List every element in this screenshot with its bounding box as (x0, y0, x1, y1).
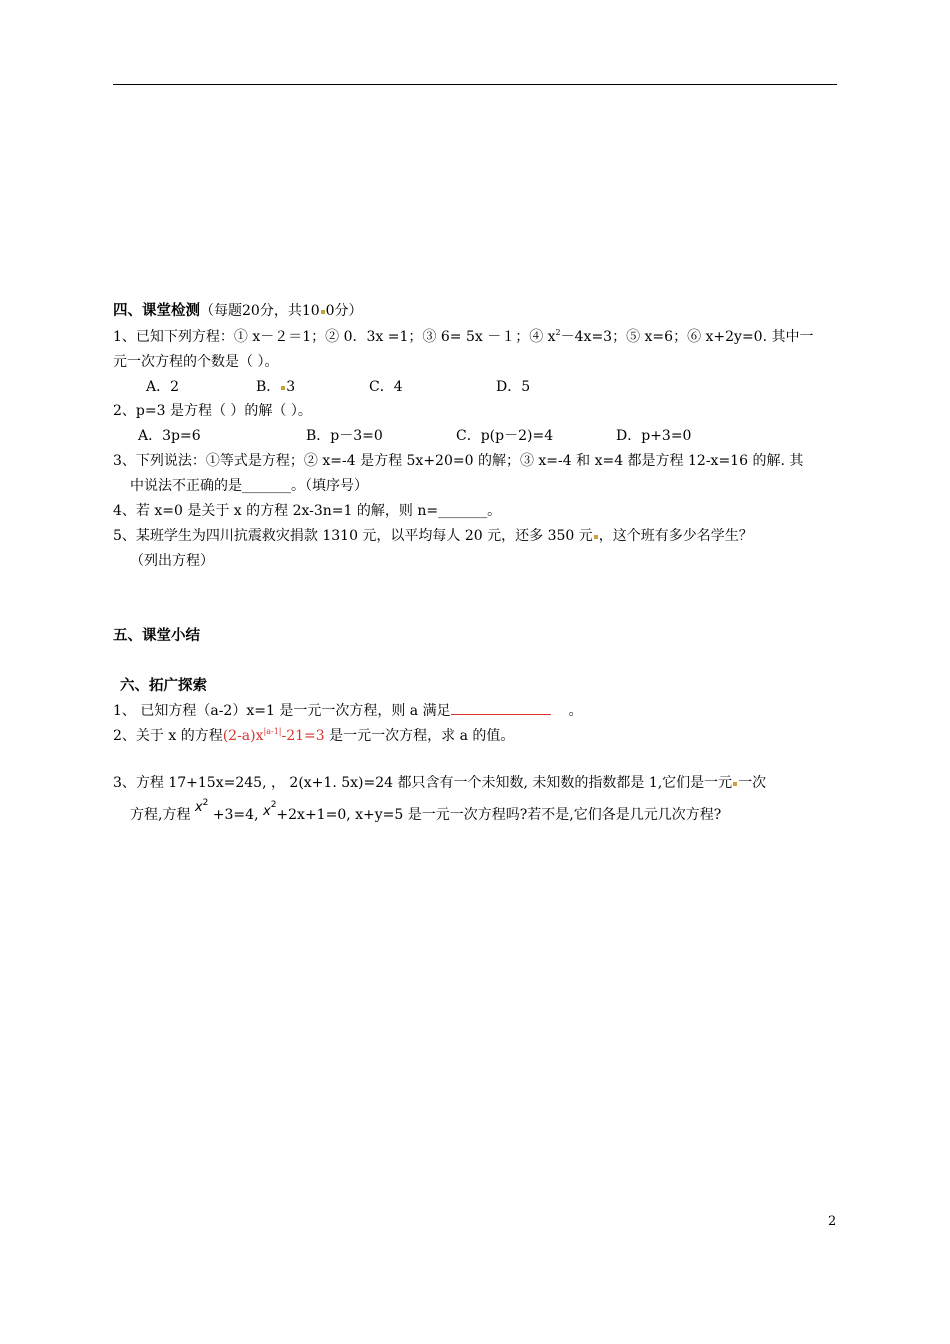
mark-dot (733, 782, 737, 786)
q6-3-text-b1: 方程,方程 (130, 807, 191, 823)
q4-1-option-d: D．5 (496, 379, 531, 395)
q6-2-red-x: x (255, 728, 264, 744)
mark-dot (321, 310, 325, 314)
q4-2-option-b: B．p－3=0 (306, 428, 383, 444)
q4-5-text-b: ，这个班有多少名学生？ (598, 528, 753, 544)
q4-5-text-a: 5、某班学生为四川抗震救灾捐款 1310 元，以平均每人 20 元，还多 350 元 (113, 528, 593, 544)
q4-4-text: 4、若 x=0 是关于 x 的方程 2x-3n=1 的解，则 n=_______。 (113, 503, 502, 519)
section4-title: 四、课堂检测 (113, 303, 200, 319)
q6-3-text-b3: +2x+1=0, x+y=5 是一元一次方程吗?若不是,它们各是几元几次方程? (276, 807, 722, 823)
mark-dot (281, 386, 285, 390)
q6-3-text-a: 3、方程 17+15x=245, ， 2(x+1. 5x)=24 都只含有一个未知数, 未知数的指数都是 1,它们是一元 (113, 775, 733, 791)
q6-2-red-rest: -21=3 (281, 728, 325, 744)
q4-1-text-b: －4x=3；⑤ x=6；⑥ x+2y=0. 其中一 (560, 329, 814, 345)
q6-3-text-b2: +3=4, (208, 807, 259, 823)
q6-3-line1 (113, 773, 766, 793)
q6-1-answer-blank[interactable] (451, 714, 551, 715)
q4-1-line1 (113, 327, 814, 347)
q6-1-text-a: 1、 已知方程（a-2）x=1 是一元一次方程，则 a 满足 (113, 703, 451, 719)
page-number: 2 (828, 1214, 837, 1229)
q6-3-sq-2: 2 (270, 800, 277, 810)
q4-3-line2: 中说法不正确的是_______。（填序号） (130, 478, 368, 494)
q4-1-option-c: C．4 (369, 379, 403, 395)
section5-title: 五、课堂小结 (113, 628, 200, 644)
q4-1-option-a: A．2 (146, 379, 180, 395)
q6-3-x-var-2: x (262, 804, 271, 819)
q4-1-option-b-value: 3 (286, 379, 296, 395)
q4-2-option-d: D．p+3=0 (616, 428, 692, 444)
q4-2-text: 2、p=3 是方程（ ）的解（ ）。 (113, 403, 312, 419)
q6-2-text-b: 是一元一次方程，求 a 的值。 (324, 728, 515, 744)
q6-3-x-var-1: x (194, 800, 203, 815)
q6-3-sq-1: 2 (202, 798, 209, 808)
q4-2-option-a: A．3p=6 (138, 428, 201, 444)
q4-5-line1 (113, 526, 753, 546)
section4-note2: 0分） (325, 303, 363, 319)
q6-2-text-a: 2、关于 x 的方程 (113, 728, 223, 744)
q4-2-option-c: C．p(p－2)=4 (456, 428, 554, 444)
q6-2-red-coef: (2-a) (222, 728, 256, 744)
section4-heading (113, 301, 363, 321)
q6-2-text (113, 726, 514, 746)
header-rule (113, 84, 837, 85)
q6-3-line2 (130, 798, 722, 827)
q6-3-text-a2: 一次 (738, 775, 767, 791)
q4-1-option-b-label: B． (256, 379, 281, 395)
q4-1-text-a: 1、已知下列方程：① x－２＝1；② 0．3x =1；③ 6= 5x －１；④ x (113, 329, 556, 345)
section4-note: （每题20分，共10 (200, 303, 320, 319)
section6-title: 六、拓广探索 (120, 678, 207, 694)
q4-1-line2: 元一次方程的个数是（ ）。 (113, 354, 279, 370)
q6-1-text (113, 701, 583, 721)
q4-1-sup: 2 (555, 328, 561, 337)
q6-2-red-exponent: |a-1| (263, 727, 282, 736)
q6-1-text-b: 。 (568, 703, 583, 719)
q4-5-line2: （列出方程） (130, 553, 214, 569)
q4-1-option-b (256, 377, 295, 397)
mark-dot (594, 535, 598, 539)
q4-3-line1: 3、下列说法：①等式是方程；② x=-4 是方程 5x+20=0 的解；③ x=-4 和 x=4 都是方程 12-x=16 的解. 其 (113, 453, 804, 469)
